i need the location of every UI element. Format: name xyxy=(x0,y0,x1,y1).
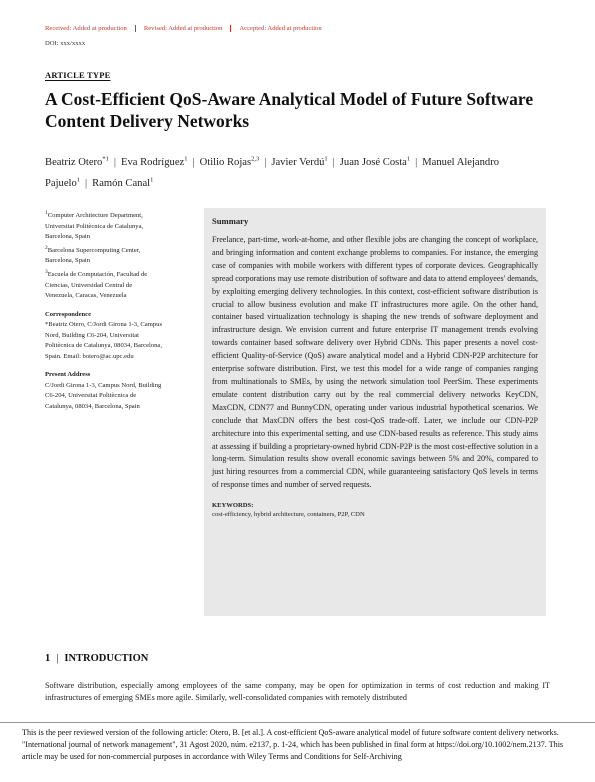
accepted-date: Accepted: Added at production xyxy=(239,25,322,32)
author: Otilio Rojas$^{2,3}$ xyxy=(199,155,260,168)
footer-note: This is the peer reviewed version of the following article: Otero, B. [et al.]. A cost-efficient QoS-aware analytical model of future software content delivery networks. "International journal of network management", 31 Agost 2020, núm. e2137, p. 1-24, which has been published in final form at https://doi.org/10.1002/nem.2137. This article may be used for non-commercial purposes in accordance with Wiley Terms and Conditions for Self-Archiving xyxy=(0,722,595,782)
author: Beatriz Otero$^{*1}$ xyxy=(45,155,109,168)
received-date: Received: Added at production xyxy=(45,25,136,32)
author: Eva Rodríguez$^1$ xyxy=(120,155,188,168)
article-dates xyxy=(45,25,338,32)
section-heading: 1 | INTRODUCTION xyxy=(45,653,149,664)
correspondence-text: *Beatriz Otero, C/Jordi Girona 1-3, Campus Nord, Building C6-204, Universitat Politècnica de Catalunya, 08034, Barcelona, Spain. Email: botero@ac.upc.edu xyxy=(45,321,163,360)
section-title: INTRODUCTION xyxy=(64,653,149,664)
keywords: cost-efficiency, hybrid architecture, containers, P2P, CDN xyxy=(212,511,365,519)
article-type: ARTICLE TYPE xyxy=(45,70,111,80)
summary-text: Freelance, part-time, work-at-home, and other flexible jobs are changing the concept of workplace, and bringing information and content exchange problems to companies. For instance, the emerging case of companies with mobile workers with different types of corporate devices. Geographically spread corporations may use remote distribution of software and data to attend employees' demands, by exploiting emerging delivery technologies. In this context, cost-efficient software distribution is crucial to allow business evolution and make IT infrastructures more agile. On the other hand, container based virtualization technology is shaping the new trends of software deployment and infrastructure design. We envision current and future enterprise IT management trends evolving towards container based software delivery over Hybrid CDNs. This paper presents a novel cost-efficient Quality-of-Service (QoS) aware analytical model and a Hybrid CDN-P2P architecture for enterprise software distribution. First, we test this model for a wide range of companies ranging from multinationals to SMEs, by using the network simulation tool PeerSim. These experiments emulate content distribution carry out by the real commercial delivery networks KeyCDN, MaxCDN, CDN77 and BunnyCDN, operating under various industrial hypothetical scenarios. We conclude that MaxCDN offers the best cost-QoS trade-off. Later, we include our CDN-P2P architecture into this experimental setting, and use CDN-based results as reference. This study aims at assessing if building a proprietary-owned hybrid CDN-P2P is the most cost-effective solution in a long-term. Simulation results show overall economic savings between 5% and 20%, compared to just hiring resources from a commercial CDN, while guaranteeing satisfactory QoS levels in terms of response times and number of served requests. xyxy=(212,235,538,490)
author: Ramón Canal$^1$ xyxy=(92,176,154,190)
affiliation: $^3$Escuela de Computación, Facultad de Ciencias, Universidad Central de Venezuela, Caracas, Venezuela xyxy=(45,268,148,300)
present-address-text: C/Jordi Girona 1-3, Campus Nord, Building C6-204, Universitat Politècnica de Catalunya, 08034, Barcelona, Spain xyxy=(45,381,162,410)
affiliation: $^2$Barcelona Supercomputing Center, Barcelona, Spain xyxy=(45,244,141,265)
side-column xyxy=(45,208,195,412)
author: Javier Verdú$^1$ xyxy=(271,155,328,168)
author: Juan José Costa$^1$ xyxy=(339,155,411,168)
correspondence-heading: Correspondence xyxy=(45,310,92,318)
present-address-heading: Present Address xyxy=(45,371,91,379)
doi: DOI: xxx/xxxx xyxy=(45,40,86,47)
paper-title xyxy=(45,88,555,132)
affiliation: $^1$Computer Architecture Department, Universitat Politècnica de Catalunya, Barcelona, Spain xyxy=(45,210,144,241)
author: Manuel Alejandro Pajuelo$^1$ xyxy=(45,156,500,190)
title-line: A Cost-Efficient QoS-Aware Analytical Model of Future Software xyxy=(45,89,534,109)
author-list: Beatriz Otero$^{*1}$ | Eva Rodríguez$^1$ | Otilio Rojas$^{2,3}$ | Javier Verdú$^1$ | Juan José Costa$^1$ | Manuel Alejandro Pajuelo$^1$ | Ramón Canal$^1$ xyxy=(45,155,500,190)
section-number: 1 xyxy=(45,653,51,664)
section-text: Software distribution, especially among employees of the same company, may be open for optimization in terms of cost reduction and making IT infrastructures of emerging SMEs more agile. Similarly, well-consolidated companies with remotely distributed xyxy=(45,681,550,703)
summary-box xyxy=(204,208,546,616)
revised-date: Revised: Added at production xyxy=(144,25,232,32)
keywords-heading: KEYWORDS: xyxy=(212,502,254,510)
title-line: Content Delivery Networks xyxy=(45,111,250,131)
summary-heading: Summary xyxy=(212,216,249,226)
